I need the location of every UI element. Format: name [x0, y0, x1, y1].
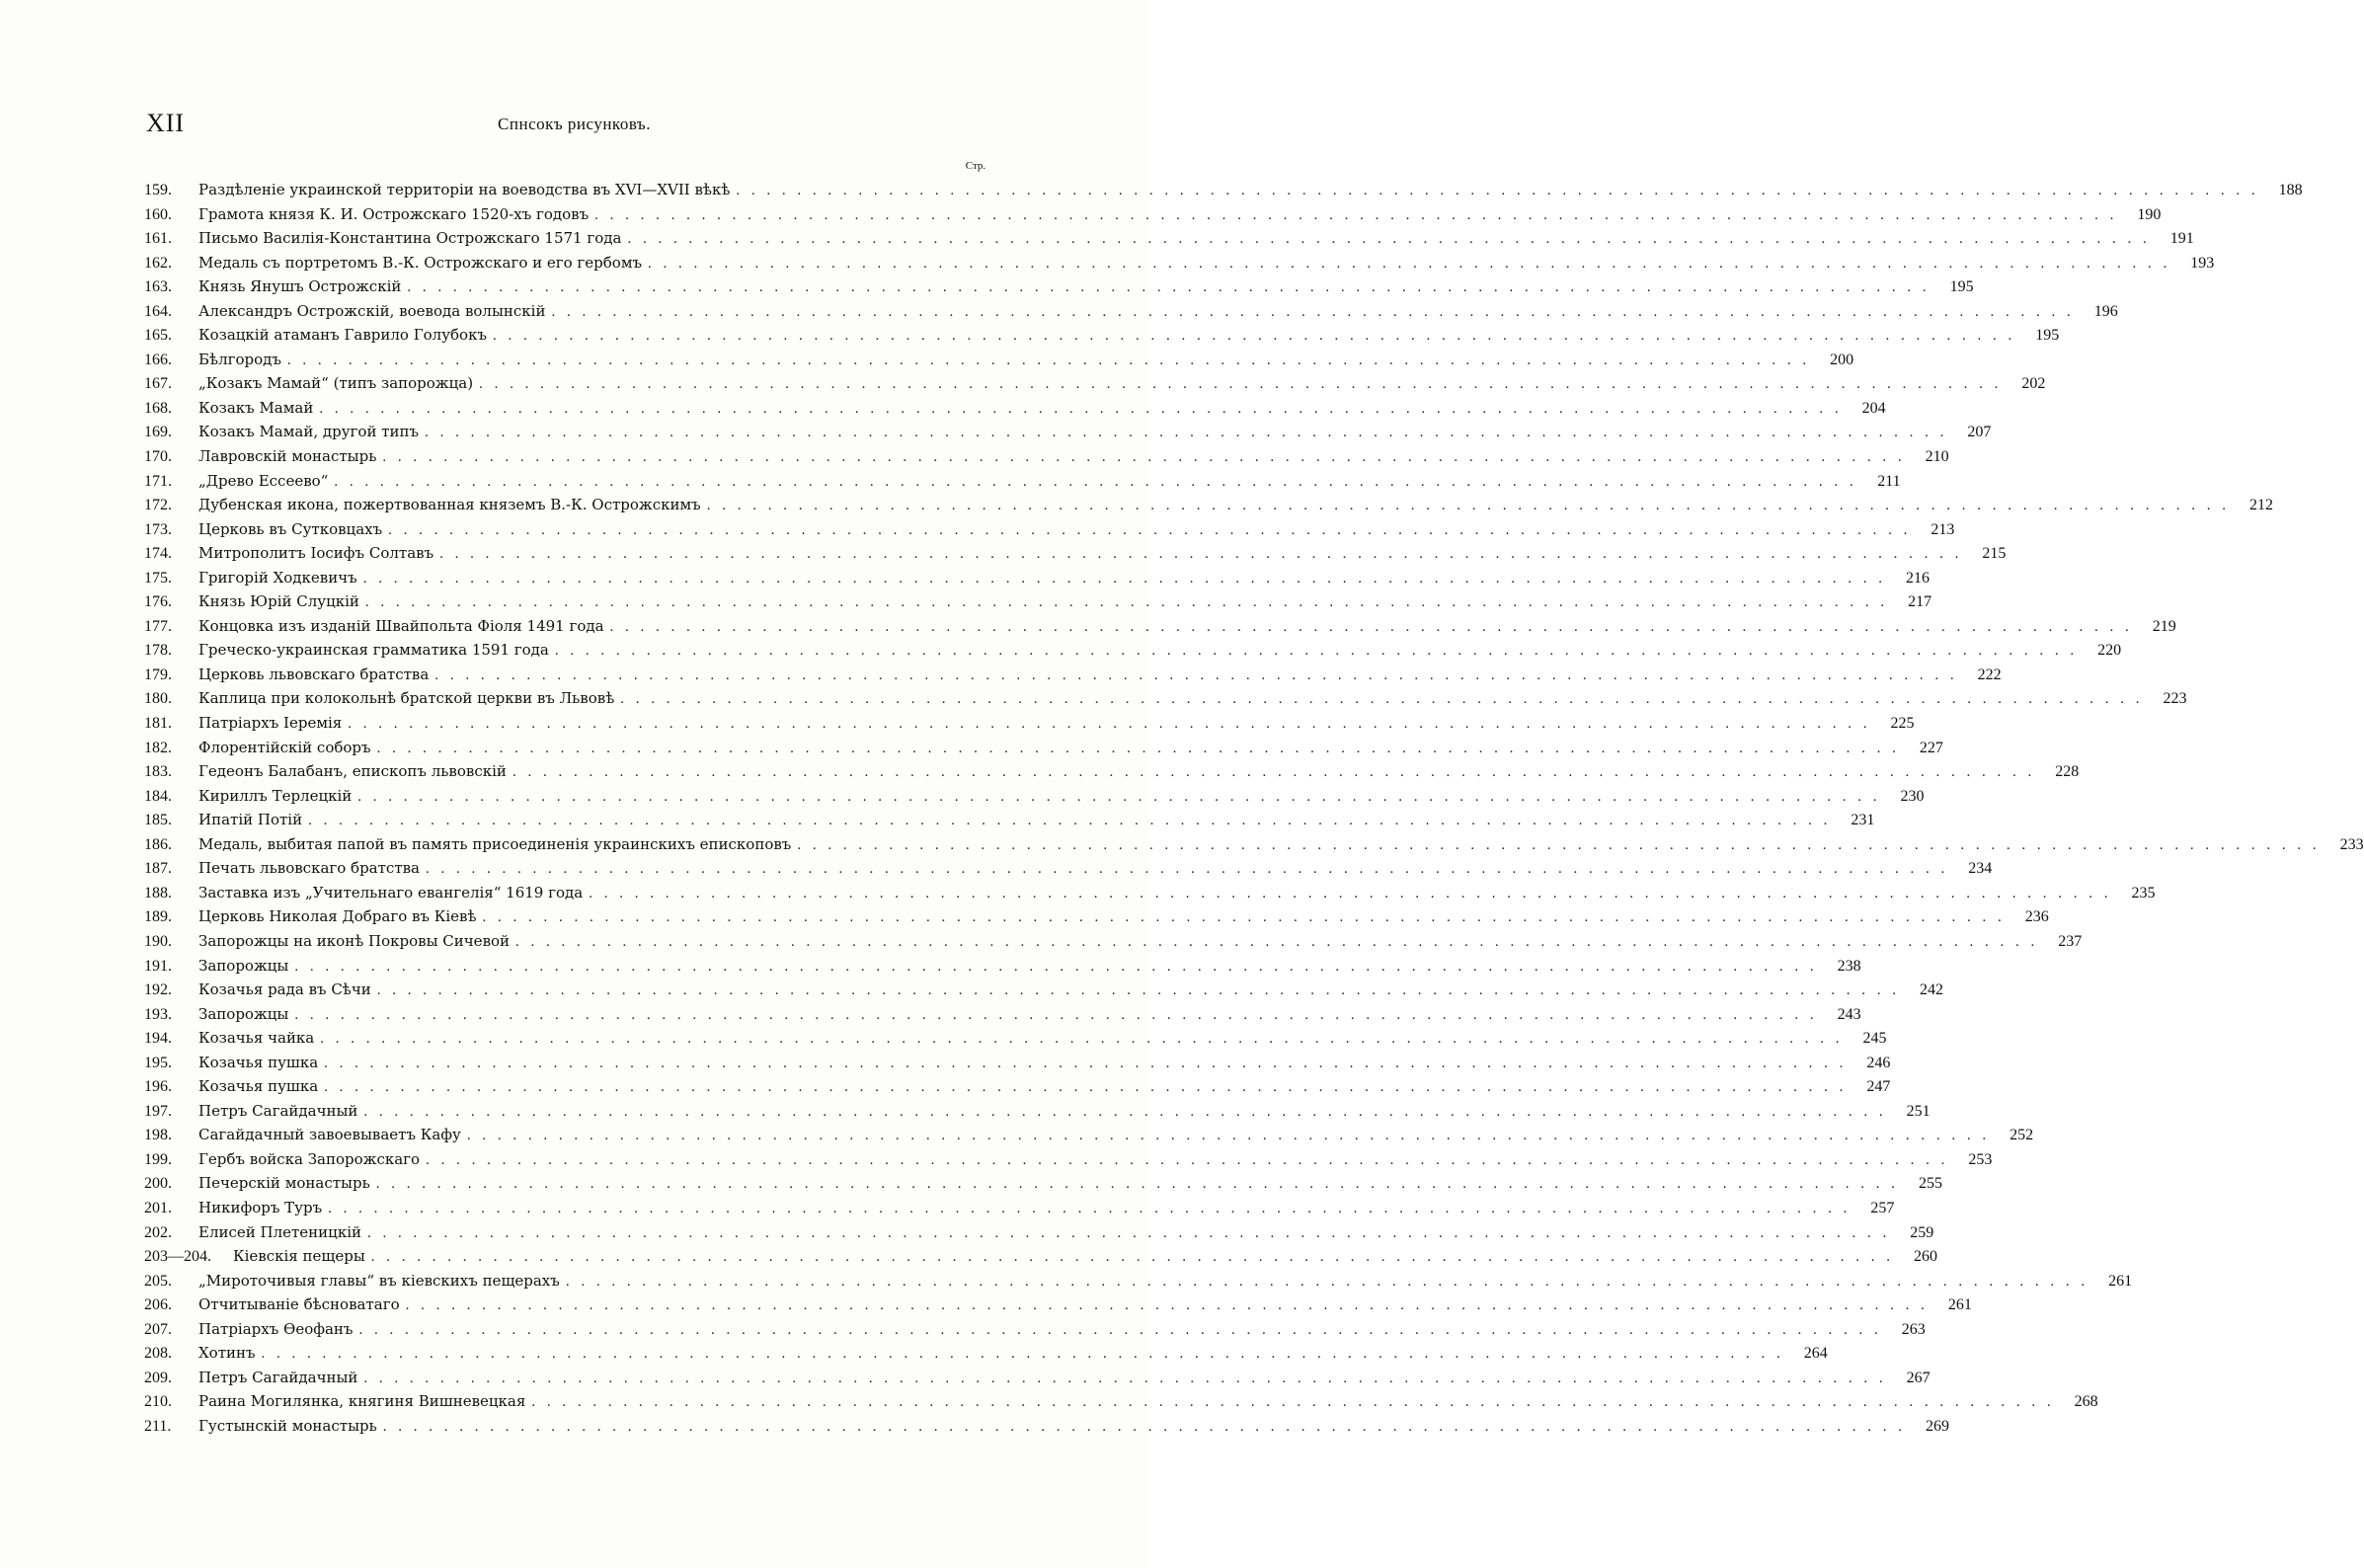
dot-leader: [377, 979, 1900, 1003]
dot-leader: [566, 1270, 2088, 1294]
entry-page: 234: [1968, 860, 1993, 878]
entry-number: 162.: [144, 254, 172, 272]
dot-leader: [367, 1221, 1890, 1246]
entry-page: 267: [1906, 1369, 1931, 1386]
dot-leader: [512, 760, 2035, 785]
entry-page: 246: [1866, 1054, 1891, 1071]
entry-page: 216: [1905, 569, 1930, 587]
list-item: [144, 1293, 1972, 1317]
entry-page: 260: [1914, 1248, 1938, 1266]
entry-number: 165.: [144, 327, 172, 345]
entry-page: 202: [2021, 375, 2046, 393]
dot-leader: [363, 1100, 1886, 1125]
dot-leader: [555, 639, 2078, 664]
entry-page: 255: [1919, 1175, 1942, 1193]
list-item: [144, 1099, 1931, 1124]
entry-number: 198.: [144, 1127, 172, 1144]
entry-page: 207: [1967, 424, 1992, 441]
entry-page: 196: [2093, 302, 2118, 320]
dot-leader: [589, 882, 2111, 906]
entry-page: 252: [2009, 1127, 2034, 1144]
entry-title: Гербъ войска Запорожскаго: [198, 1149, 421, 1168]
entry-page: 212: [2248, 497, 2273, 514]
dot-leader: [328, 1197, 1851, 1221]
entry-number: 167.: [144, 375, 172, 393]
entry-page: 251: [1906, 1102, 1931, 1120]
entry-title: Греческо-украинская грамматика 1591 года: [198, 641, 549, 660]
list-item: [144, 736, 1943, 760]
entry-title: Кіевскія пещеры: [233, 1247, 365, 1266]
entry-page: 263: [1901, 1320, 1926, 1338]
dot-leader: [594, 203, 2117, 228]
entry-page: 243: [1837, 1005, 1861, 1023]
dot-leader: [620, 687, 2143, 712]
entry-page: 238: [1837, 957, 1861, 975]
dot-leader: [515, 930, 2038, 955]
entry-number: 186.: [144, 835, 172, 853]
dot-leader: [363, 1367, 1886, 1391]
entry-number: 179.: [144, 666, 172, 683]
entry-title: Митрополитъ Іосифъ Солтавъ: [198, 544, 434, 563]
dot-leader: [531, 1390, 2054, 1415]
dot-leader: [319, 397, 1842, 422]
dot-leader: [493, 324, 2015, 349]
list-item: [144, 541, 2007, 566]
list-item: [144, 1147, 1993, 1172]
list-item: [144, 1051, 1891, 1075]
dot-leader: [348, 712, 1870, 737]
entry-number: 169.: [144, 424, 172, 441]
illustration-list: [144, 178, 2364, 1438]
list-item: [144, 323, 2060, 348]
list-item: [144, 1196, 1895, 1220]
entry-number: 194.: [144, 1030, 172, 1048]
entry-number: 195.: [144, 1054, 172, 1071]
entry-number: 184.: [144, 787, 172, 805]
entry-title: Козачья пушка: [198, 1077, 319, 1096]
list-item: [144, 226, 2194, 251]
dot-leader: [357, 785, 1880, 810]
entry-number: 175.: [144, 569, 172, 587]
entry-number: 191.: [144, 957, 172, 975]
dot-leader: [627, 227, 2150, 252]
entry-title: „Козакъ Мамай“ (типъ запорожца): [198, 374, 474, 393]
dot-leader: [383, 1415, 1906, 1440]
entry-number: 203—204.: [144, 1248, 211, 1266]
list-item: [144, 1074, 1891, 1099]
list-item: [144, 663, 2002, 687]
entry-title: Петръ Сагайдачный: [198, 1101, 358, 1120]
page-column-label: Стр.: [965, 160, 986, 172]
entry-page: 253: [1968, 1150, 1993, 1168]
entry-number: 163.: [144, 278, 172, 296]
entry-title: Никифоръ Туръ: [198, 1198, 323, 1216]
dot-leader: [439, 542, 1962, 567]
entry-page: 188: [2278, 182, 2303, 198]
entry-number: 182.: [144, 739, 172, 756]
list-item: [144, 1026, 1887, 1051]
dot-leader: [648, 252, 2170, 276]
entry-title: Церковь въ Сутковцахъ: [198, 519, 383, 538]
dot-leader: [294, 1003, 1817, 1028]
entry-title: Козакъ Мамай, другой типъ: [198, 423, 420, 441]
dot-leader: [308, 809, 1831, 833]
entry-title: Медаль, выбитая папой въ память присоединенія украинскихъ епископовъ: [198, 834, 792, 853]
entry-number: 172.: [144, 497, 172, 514]
entry-title: Запорожцы на иконѣ Покровы Сичевой: [198, 931, 511, 950]
entry-title: „Древо Ессеево“: [198, 471, 329, 490]
entry-title: Кириллъ Терлецкій: [198, 786, 353, 805]
entry-title: Хотинъ: [198, 1344, 256, 1363]
entry-title: Заставка изъ „Учительнаго евангелія“ 1619 года: [198, 883, 584, 902]
entry-number: 188.: [144, 884, 172, 902]
entry-number: 211.: [144, 1417, 172, 1435]
page-title: Спнсокъ рисунковъ.: [498, 115, 651, 133]
entry-page: 236: [2024, 908, 2049, 926]
dot-leader: [376, 1172, 1899, 1197]
list-item: [144, 566, 1930, 590]
dot-leader: [797, 833, 2320, 858]
list-item: [144, 832, 2364, 857]
list-item: [144, 1244, 1938, 1269]
entry-page: 242: [1920, 981, 1944, 999]
dot-leader: [388, 518, 1911, 543]
dot-leader: [736, 179, 2258, 203]
dot-leader: [294, 955, 1817, 980]
entry-page: 268: [2074, 1393, 2098, 1411]
entry-title: Церковь львовскаго братства: [198, 665, 430, 683]
dot-leader: [483, 905, 2006, 930]
dot-leader: [334, 470, 1856, 495]
dot-leader: [467, 1124, 1990, 1148]
entry-page: 228: [2055, 763, 2080, 781]
entry-page: 220: [2097, 642, 2122, 660]
dot-leader: [551, 300, 2074, 325]
entry-page: 225: [1890, 715, 1915, 733]
entry-page: 247: [1866, 1078, 1891, 1096]
entry-title: Козакъ Мамай: [198, 398, 314, 417]
entry-number: 178.: [144, 642, 172, 660]
entry-page: 210: [1925, 448, 1949, 466]
list-item: [144, 1389, 2098, 1414]
list-item: [144, 396, 1886, 421]
list-item: [144, 638, 2122, 663]
list-item: [144, 929, 2083, 954]
entry-title: Запорожцы: [198, 956, 289, 975]
entry-title: Печать львовскаго братства: [198, 859, 421, 878]
entry-page: 215: [1982, 545, 2007, 563]
entry-number: 161.: [144, 230, 172, 248]
entry-title: Письмо Василія-Константина Острожскаго 1571 года: [198, 229, 622, 248]
list-item: [144, 1414, 1950, 1439]
entry-title: Александръ Острожскій, воевода волынскій: [198, 301, 546, 320]
entry-title: „Мироточивыя главы“ въ кіевскихъ пещерахъ: [198, 1271, 560, 1290]
entry-number: 200.: [144, 1175, 172, 1193]
entry-number: 189.: [144, 908, 172, 926]
entry-number: 171.: [144, 472, 172, 490]
entry-title: Раздѣленіе украинской территоріи на воеводства въ XVI—XVII вѣкѣ: [198, 181, 731, 198]
list-item: [144, 1002, 1861, 1027]
list-item: [144, 202, 2162, 227]
entry-page: 264: [1803, 1345, 1828, 1363]
entry-page: 217: [1908, 593, 1932, 611]
dot-leader: [371, 1245, 1894, 1270]
list-item: [144, 881, 2156, 905]
dot-leader: [324, 1075, 1847, 1100]
entry-title: Медаль съ портретомъ В.-К. Острожскаго и его гербомъ: [198, 253, 643, 272]
entry-number: 183.: [144, 763, 172, 781]
entry-number: 180.: [144, 690, 172, 708]
entry-number: 207.: [144, 1320, 172, 1338]
entry-title: Каплица при колокольнѣ братской церкви въ Львовѣ: [198, 689, 615, 708]
entry-title: Патріархъ Іеремія: [198, 714, 343, 733]
entry-title: Дубенская икона, пожертвованная княземъ В.-К. Острожскимъ: [198, 496, 701, 514]
dot-leader: [479, 372, 2002, 397]
list-item: [144, 1220, 1934, 1245]
entry-page: 219: [2152, 617, 2176, 635]
entry-number: 159.: [144, 182, 172, 198]
page-number: XII: [146, 109, 186, 137]
list-item: [144, 178, 2303, 202]
entry-page: 227: [1919, 739, 1943, 756]
entry-page: 245: [1862, 1030, 1887, 1048]
entry-title: Козацкій атаманъ Гаврило Голубокъ: [198, 326, 487, 345]
dot-leader: [610, 615, 2133, 640]
list-item: [144, 808, 1875, 832]
entry-number: 210.: [144, 1393, 172, 1411]
entry-page: 233: [2339, 835, 2364, 853]
list-item: [144, 1366, 1931, 1390]
list-item: [144, 1171, 1942, 1196]
entry-number: 199.: [144, 1150, 172, 1168]
entry-number: 193.: [144, 1005, 172, 1023]
entry-title: Сагайдачный завоевываетъ Кафу: [198, 1126, 461, 1144]
list-item: [144, 904, 2049, 929]
entry-number: 196.: [144, 1078, 172, 1096]
dot-leader: [287, 349, 1810, 373]
entry-page: 257: [1870, 1199, 1895, 1216]
dot-leader: [324, 1052, 1847, 1076]
entry-title: Козачья чайка: [198, 1029, 315, 1048]
list-item: [144, 589, 1932, 614]
entry-title: Петръ Сагайдачный: [198, 1368, 358, 1386]
list-item: [144, 517, 1955, 542]
entry-page: 211: [1877, 472, 1901, 490]
dot-leader: [434, 664, 1957, 688]
entry-title: Елисей Плетеницкій: [198, 1222, 361, 1241]
list-item: [144, 686, 2187, 711]
dot-leader: [363, 567, 1886, 591]
entry-page: 213: [1931, 520, 1955, 538]
entry-number: 166.: [144, 351, 172, 368]
dot-leader: [426, 857, 1948, 882]
entry-title: Печерскій монастырь: [198, 1174, 370, 1193]
entry-title: Князь Янушъ Острожскій: [198, 277, 402, 296]
list-item: [144, 371, 2046, 396]
list-item: [144, 1341, 1828, 1366]
dot-leader: [406, 1294, 1929, 1318]
entry-number: 190.: [144, 932, 172, 950]
list-item: [144, 444, 1949, 469]
entry-title: Григорій Ходкевичъ: [198, 568, 357, 587]
entry-title: Козачья пушка: [198, 1053, 319, 1071]
list-item: [144, 274, 1974, 299]
entry-number: 168.: [144, 399, 172, 417]
list-item: [144, 420, 1992, 444]
entry-page: 190: [2137, 205, 2162, 223]
list-item: [144, 251, 2215, 275]
entry-number: 201.: [144, 1199, 172, 1216]
entry-number: 170.: [144, 448, 172, 466]
list-item: [144, 954, 1861, 979]
dot-leader: [377, 737, 1900, 761]
entry-page: 261: [2108, 1272, 2133, 1290]
dot-leader: [358, 1318, 1881, 1343]
entry-page: 193: [2190, 254, 2215, 272]
list-item: [144, 711, 1915, 736]
entry-number: 206.: [144, 1296, 172, 1314]
entry-number: 187.: [144, 860, 172, 878]
dot-leader: [320, 1027, 1843, 1052]
dot-leader: [365, 590, 1888, 615]
entry-title: Концовка изъ изданій Швайпольта Фіоля 1491 года: [198, 616, 604, 635]
entry-number: 208.: [144, 1345, 172, 1363]
entry-title: Грамота князя К. И. Острожскаго 1520-хъ годовъ: [198, 204, 590, 223]
list-item: [144, 978, 1944, 1002]
entry-page: 237: [2058, 932, 2083, 950]
entry-number: 177.: [144, 617, 172, 635]
list-item: [144, 614, 2176, 639]
list-item: [144, 299, 2118, 324]
entry-number: 205.: [144, 1272, 172, 1290]
entry-page: 269: [1926, 1417, 1950, 1435]
dot-leader: [426, 1148, 1948, 1173]
entry-title: Гедеонъ Балабанъ, епископъ львовскій: [198, 762, 507, 781]
dot-leader: [407, 275, 1930, 300]
entry-page: 231: [1851, 812, 1875, 829]
entry-title: Запорожцы: [198, 1004, 289, 1023]
entry-page: 191: [2169, 230, 2194, 248]
entry-page: 259: [1910, 1223, 1934, 1241]
list-item: [144, 493, 2273, 517]
entry-title: Густынскій монастырь: [198, 1416, 377, 1435]
list-item: [144, 1269, 2133, 1294]
entry-title: Патріархъ Ѳеофанъ: [198, 1319, 354, 1338]
dot-leader: [382, 445, 1905, 470]
entry-page: 235: [2131, 884, 2156, 902]
list-item: [144, 348, 1854, 372]
entry-title: Отчитываніе бѣсноватаго: [198, 1295, 400, 1314]
entry-page: 230: [1900, 787, 1925, 805]
entry-title: Козачья рада въ Сѣчи: [198, 980, 371, 999]
entry-number: 176.: [144, 593, 172, 611]
entry-title: Князь Юрій Слуцкій: [198, 592, 359, 611]
entry-page: 200: [1830, 351, 1854, 368]
list-item: [144, 784, 1925, 809]
list-item: [144, 469, 1901, 494]
entry-title: Бѣлгородъ: [198, 350, 281, 368]
list-item: [144, 1123, 2034, 1147]
entry-page: 261: [1947, 1296, 1972, 1314]
list-item: [144, 759, 2080, 784]
entry-title: Флорентійскій соборъ: [198, 738, 371, 756]
entry-page: 204: [1861, 399, 1886, 417]
entry-title: Лавровскій монастырь: [198, 447, 377, 466]
entry-number: 192.: [144, 981, 172, 999]
list-item: [144, 1317, 1926, 1342]
entry-number: 197.: [144, 1102, 172, 1120]
dot-leader: [707, 494, 2230, 518]
entry-number: 185.: [144, 812, 172, 829]
entry-page: 222: [1977, 666, 2002, 683]
dot-leader: [262, 1342, 1784, 1367]
entry-number: 209.: [144, 1369, 172, 1386]
entry-title: Ипатій Потій: [198, 811, 303, 829]
entry-page: 195: [2035, 327, 2060, 345]
entry-number: 202.: [144, 1223, 172, 1241]
entry-number: 174.: [144, 545, 172, 563]
list-item: [144, 856, 1993, 881]
entry-title: Церковь Николая Добраго въ Кіевѣ: [198, 907, 477, 926]
entry-page: 223: [2163, 690, 2187, 708]
entry-number: 164.: [144, 302, 172, 320]
entry-title: Раина Могилянка, княгиня Вишневецкая: [198, 1392, 526, 1411]
entry-number: 181.: [144, 715, 172, 733]
entry-number: 160.: [144, 205, 172, 223]
dot-leader: [425, 421, 1947, 445]
entry-number: 173.: [144, 520, 172, 538]
entry-page: 195: [1949, 278, 1974, 296]
